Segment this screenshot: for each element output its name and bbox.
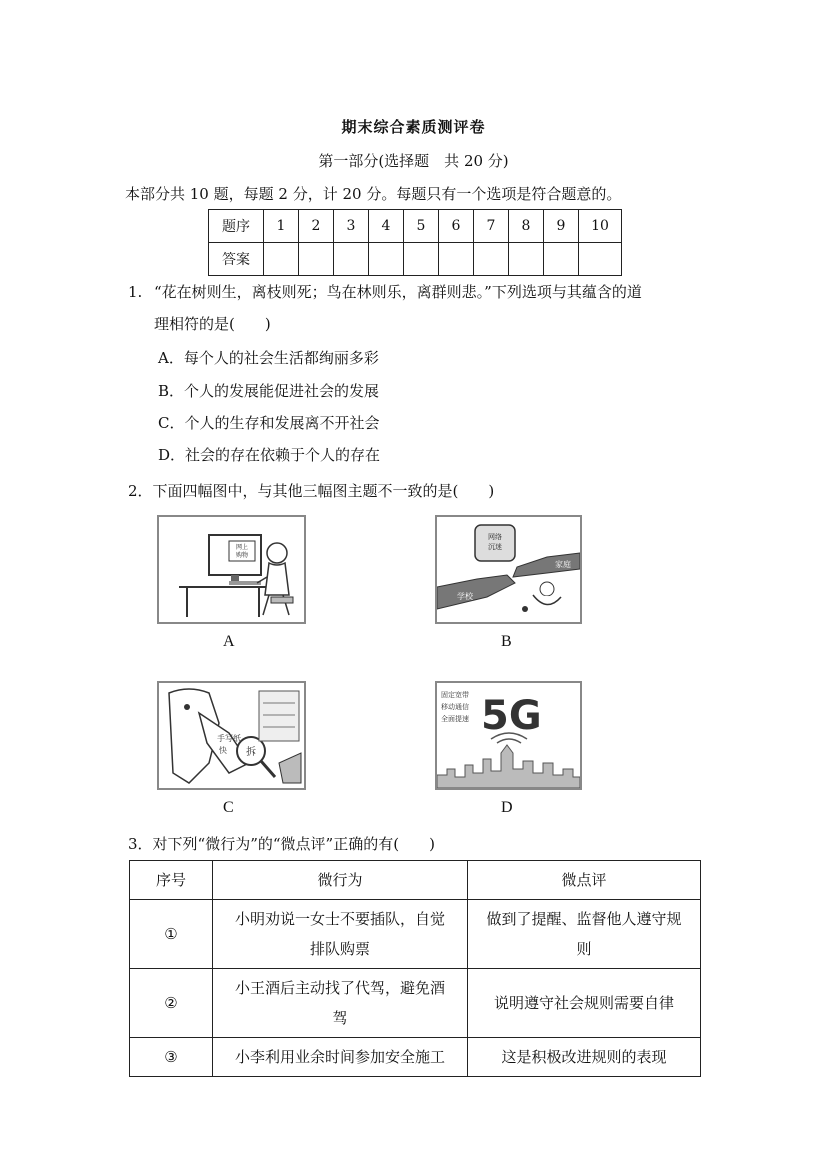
answer-cell[interactable] (579, 243, 622, 276)
figure-c-label: C (223, 799, 234, 816)
q3-row-action-line: 排队购票 (309, 940, 370, 958)
answer-cell[interactable] (509, 243, 544, 276)
q3-row-action-line: 驾 (332, 1009, 348, 1027)
figure-d[interactable] (435, 681, 582, 790)
q3-row-comment-line: 则 (576, 940, 592, 958)
q3-row-number: ① (130, 900, 213, 969)
q3-row-action-line: 小明劝说一女士不要插队，自觉 (234, 910, 445, 928)
answer-cell[interactable] (544, 243, 579, 276)
q3-row-comment (468, 900, 701, 969)
answer-grid-number: 8 (509, 210, 544, 243)
figure-d-label: D (501, 799, 513, 816)
figure-c-stamp: 拆 (246, 747, 256, 758)
answer-grid-number: 5 (404, 210, 439, 243)
q3-table (129, 860, 701, 1077)
figure-a-illustration (159, 517, 304, 622)
q1-number: 1. (128, 283, 143, 301)
section-instructions: 本部分共 10 题，每题 2 分，计 20 分。每题只有一个选项是符合题意的。 (125, 185, 622, 203)
figure-a-label: A (223, 633, 235, 650)
answer-grid-number: 7 (474, 210, 509, 243)
figure-b-right-arm: 家庭 (555, 560, 571, 569)
q3-header-number: 序号 (130, 861, 213, 900)
figure-b[interactable] (435, 515, 582, 624)
figure-d-side-line2: 移动通信 (441, 703, 469, 711)
answer-cell[interactable] (264, 243, 299, 276)
q3-row-action (213, 900, 468, 969)
q3-row-action (213, 969, 468, 1038)
answer-grid-number: 9 (544, 210, 579, 243)
answer-cell[interactable] (369, 243, 404, 276)
q3-header-comment: 微点评 (468, 861, 701, 900)
answer-grid-header-number: 题序 (209, 210, 264, 243)
q1-option-b[interactable]: B．个人的发展能促进社会的发展 (158, 382, 380, 400)
figure-c-paper-line1: 手写纸 (217, 734, 241, 743)
figure-d-illustration (437, 683, 580, 788)
answer-cell[interactable] (334, 243, 369, 276)
q3-row-comment: 这是积极改进规则的表现 (468, 1038, 701, 1077)
answer-cell[interactable] (474, 243, 509, 276)
figure-b-label: B (501, 633, 512, 650)
answer-grid-number-row (209, 210, 622, 243)
q3-row (130, 969, 701, 1038)
q3-header-action: 微行为 (213, 861, 468, 900)
figure-a[interactable] (157, 515, 306, 624)
answer-grid-number: 2 (299, 210, 334, 243)
answer-grid-number: 6 (439, 210, 474, 243)
figure-b-illustration (437, 517, 580, 622)
page-title: 期末综合素质测评卷 (341, 118, 486, 136)
q3-row-comment-line: 做到了提醒、监督他人遵守规 (486, 910, 682, 928)
answer-grid-answer-row (209, 243, 622, 276)
answer-grid-number: 3 (334, 210, 369, 243)
answer-grid-number: 4 (369, 210, 404, 243)
figure-b-banner-line1: 网络 (488, 533, 502, 541)
answer-cell[interactable] (299, 243, 334, 276)
answer-grid-number: 1 (264, 210, 299, 243)
answer-cell[interactable] (439, 243, 474, 276)
q3-row-action: 小李利用业余时间参加安全施工 (213, 1038, 468, 1077)
q3-row-number: ③ (130, 1038, 213, 1077)
figure-c[interactable] (157, 681, 306, 790)
answer-grid (208, 209, 622, 276)
q3-row (130, 900, 701, 969)
answer-grid-header-answer: 答案 (209, 243, 264, 276)
answer-grid-number: 10 (579, 210, 622, 243)
figure-d-5g: 5G (481, 693, 542, 739)
figure-d-side-line1: 固定宽带 (441, 691, 469, 699)
figure-d-side-line3: 全面提速 (441, 715, 469, 723)
answer-cell[interactable] (404, 243, 439, 276)
figure-b-left-arm: 学校 (457, 592, 473, 601)
q1-option-c[interactable]: C．个人的生存和发展离不开社会 (158, 414, 380, 432)
q3-stem: 3．对下列“微行为”的“微点评”正确的有( ) (128, 835, 435, 853)
figure-c-paper-line2: 快 (219, 746, 227, 755)
figure-a-screen-line1: 网上 (235, 544, 249, 551)
q2-stem: 2．下面四幅图中，与其他三幅图主题不一致的是( ) (128, 482, 495, 500)
q1-option-a[interactable]: A．每个人的社会生活都绚丽多彩 (158, 349, 379, 367)
figure-b-banner-line2: 沉迷 (488, 543, 502, 551)
figure-a-screen-line2: 购物 (235, 552, 249, 559)
q1-stem-line2: 理相符的是( ) (154, 315, 271, 333)
q3-row (130, 1038, 701, 1077)
section-heading: 第一部分(选择题 共 20 分) (318, 152, 509, 170)
figure-c-illustration (159, 683, 304, 788)
q1-stem-line1: “花在树则生，离枝则死；鸟在林则乐，离群则悲。”下列选项与其蕴含的道 (154, 283, 642, 301)
q1-option-d[interactable]: D．社会的存在依赖于个人的存在 (158, 446, 381, 464)
q3-header-row (130, 861, 701, 900)
q3-row-action-line: 小王酒后主动找了代驾，避免酒 (234, 979, 445, 997)
q3-row-number: ② (130, 969, 213, 1038)
q3-row-comment: 说明遵守社会规则需要自律 (468, 969, 701, 1038)
